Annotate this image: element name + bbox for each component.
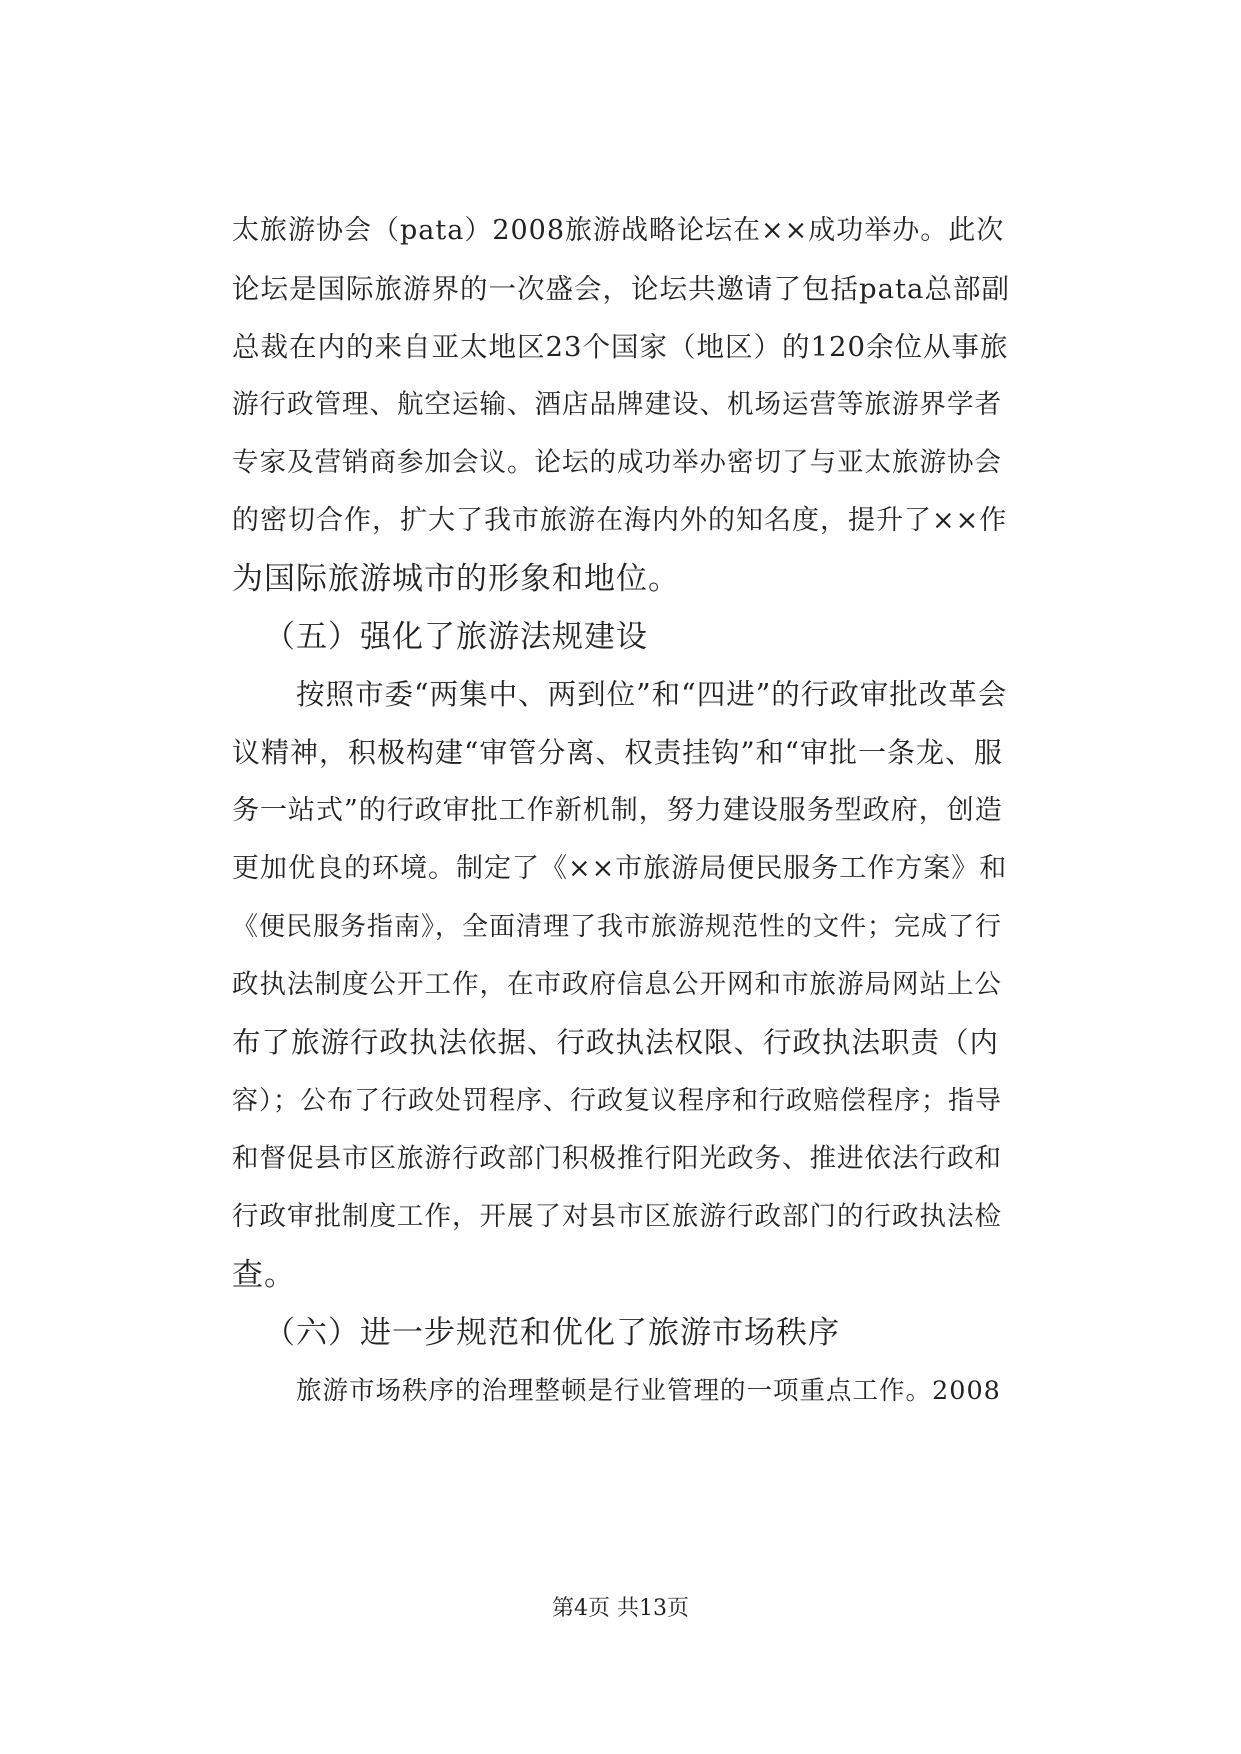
section-heading: （五）强化了旅游法规建设 (264, 619, 648, 655)
body-line: 太旅游协会（pata）2008旅游战略论坛在××成功举办。此次 (232, 215, 1005, 246)
body-line: 行政审批制度工作，开展了对县市区旅游行政部门的行政执法检 (232, 1201, 1002, 1232)
body-line: 政执法制度公开工作，在市政府信息公开网和市旅游局网站上公 (232, 969, 1002, 1000)
body-line: 更加优良的环境。制定了《××市旅游局便民服务工作方案》和 (232, 853, 1008, 884)
body-line: 《便民服务指南》，全面清理了我市旅游规范性的文件；完成了行 (232, 912, 1003, 942)
body-line: 和督促县市区旅游行政部门积极推行阳光政务、推进依法行政和 (232, 1143, 1002, 1174)
paragraph-first-line: 按照市委“两集中、两到位”和“四进”的行政审批改革会 (296, 678, 1008, 711)
body-line: 论坛是国际旅游界的一次盛会，论坛共邀请了包括pata总部副 (232, 273, 1010, 305)
body-line: 为国际旅游城市的形象和地位。 (232, 561, 680, 597)
body-line: 总裁在内的来自亚太地区23个国家（地区）的120余位从事旅 (232, 331, 1009, 363)
section-heading: （六）进一步规范和优化了旅游市场秩序 (264, 1315, 840, 1351)
body-line: 的密切合作，扩大了我市旅游在海内外的知名度，提升了××作 (232, 505, 1008, 536)
page-footer: 第4页 共13页 (552, 1596, 689, 1621)
body-line: 务一站式”的行政审批工作新机制，努力建设服务型政府，创造 (232, 795, 1003, 826)
body-line: 容）；公布了行政处罚程序、行政复议程序和行政赔偿程序；指导 (232, 1086, 1003, 1116)
body-line: 布了旅游行政执法依据、行政执法权限、行政执法职责（内 (232, 1026, 1000, 1059)
body-line: 游行政管理、航空运输、酒店品牌建设、机场运营等旅游界学者 (232, 389, 1002, 420)
body-line: 专家及营销商参加会议。论坛的成功举办密切了与亚太旅游协会 (232, 447, 1002, 478)
paragraph-first-line: 旅游市场秩序的治理整顿是行业管理的一项重点工作。2008 (296, 1376, 1001, 1406)
body-line: 议精神，积极构建“审管分离、权责挂钩”和“审批一条龙、服 (232, 736, 1003, 769)
body-line: 查。 (232, 1257, 296, 1293)
